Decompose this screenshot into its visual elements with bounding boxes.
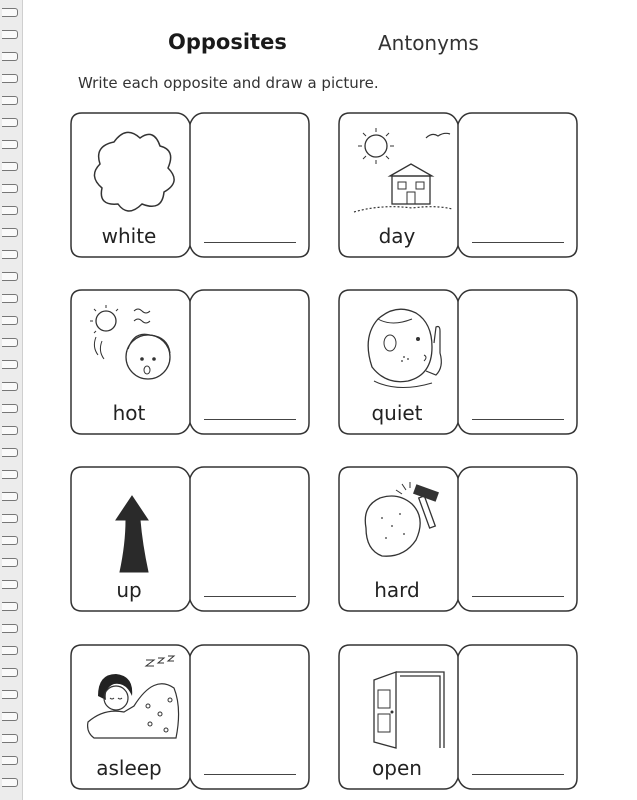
answer-line[interactable] bbox=[472, 774, 564, 775]
card-word: quiet bbox=[371, 401, 423, 425]
binding-ring bbox=[2, 96, 18, 105]
spiral-binding bbox=[0, 0, 23, 800]
card-word: day bbox=[378, 224, 416, 248]
cloud-blob-icon bbox=[84, 120, 184, 220]
card-day bbox=[338, 112, 578, 258]
binding-ring bbox=[2, 448, 18, 457]
card-up bbox=[70, 466, 310, 612]
binding-ring bbox=[2, 228, 18, 237]
binding-ring bbox=[2, 206, 18, 215]
card-word: up bbox=[116, 578, 142, 602]
binding-ring bbox=[2, 712, 18, 721]
card-white bbox=[70, 112, 310, 258]
instructions: Write each opposite and draw a picture. bbox=[78, 74, 379, 92]
page-subtitle: Antonyms bbox=[378, 31, 479, 55]
card-word: white bbox=[101, 224, 157, 248]
binding-ring bbox=[2, 646, 18, 655]
binding-ring bbox=[2, 624, 18, 633]
card-word: open bbox=[372, 756, 422, 780]
binding-ring bbox=[2, 602, 18, 611]
answer-line[interactable] bbox=[204, 596, 296, 597]
answer-line[interactable] bbox=[472, 419, 564, 420]
binding-ring bbox=[2, 316, 18, 325]
binding-ring bbox=[2, 338, 18, 347]
binding-ring bbox=[2, 272, 18, 281]
binding-ring bbox=[2, 536, 18, 545]
hot-child-icon bbox=[84, 297, 184, 397]
binding-ring bbox=[2, 8, 18, 17]
card-open bbox=[338, 644, 578, 790]
card-hot bbox=[70, 289, 310, 435]
binding-ring bbox=[2, 404, 18, 413]
binding-ring bbox=[2, 426, 18, 435]
binding-ring bbox=[2, 140, 18, 149]
card-word: hard bbox=[374, 578, 420, 602]
binding-ring bbox=[2, 52, 18, 61]
binding-ring bbox=[2, 778, 18, 787]
binding-ring bbox=[2, 162, 18, 171]
sleeping-child-icon bbox=[84, 652, 188, 752]
rock-hammer-icon bbox=[352, 474, 452, 574]
binding-ring bbox=[2, 514, 18, 523]
page-title: Opposites bbox=[168, 30, 287, 54]
binding-ring bbox=[2, 360, 18, 369]
answer-line[interactable] bbox=[204, 774, 296, 775]
binding-ring bbox=[2, 74, 18, 83]
answer-line[interactable] bbox=[472, 596, 564, 597]
card-asleep bbox=[70, 644, 310, 790]
binding-ring bbox=[2, 734, 18, 743]
binding-ring bbox=[2, 690, 18, 699]
sun-house-icon bbox=[352, 120, 452, 220]
answer-line[interactable] bbox=[204, 242, 296, 243]
binding-ring bbox=[2, 558, 18, 567]
binding-ring bbox=[2, 294, 18, 303]
binding-ring bbox=[2, 382, 18, 391]
answer-line[interactable] bbox=[472, 242, 564, 243]
binding-ring bbox=[2, 668, 18, 677]
binding-ring bbox=[2, 756, 18, 765]
card-quiet bbox=[338, 289, 578, 435]
binding-ring bbox=[2, 492, 18, 501]
card-word: asleep bbox=[96, 756, 162, 780]
open-door-icon bbox=[352, 652, 452, 752]
binding-ring bbox=[2, 184, 18, 193]
card-hard bbox=[338, 466, 578, 612]
binding-ring bbox=[2, 470, 18, 479]
binding-ring bbox=[2, 580, 18, 589]
shushing-child-icon bbox=[352, 297, 452, 397]
binding-ring bbox=[2, 118, 18, 127]
up-arrow-icon bbox=[84, 474, 184, 574]
answer-line[interactable] bbox=[204, 419, 296, 420]
binding-ring bbox=[2, 30, 18, 39]
binding-ring bbox=[2, 250, 18, 259]
card-word: hot bbox=[112, 401, 146, 425]
